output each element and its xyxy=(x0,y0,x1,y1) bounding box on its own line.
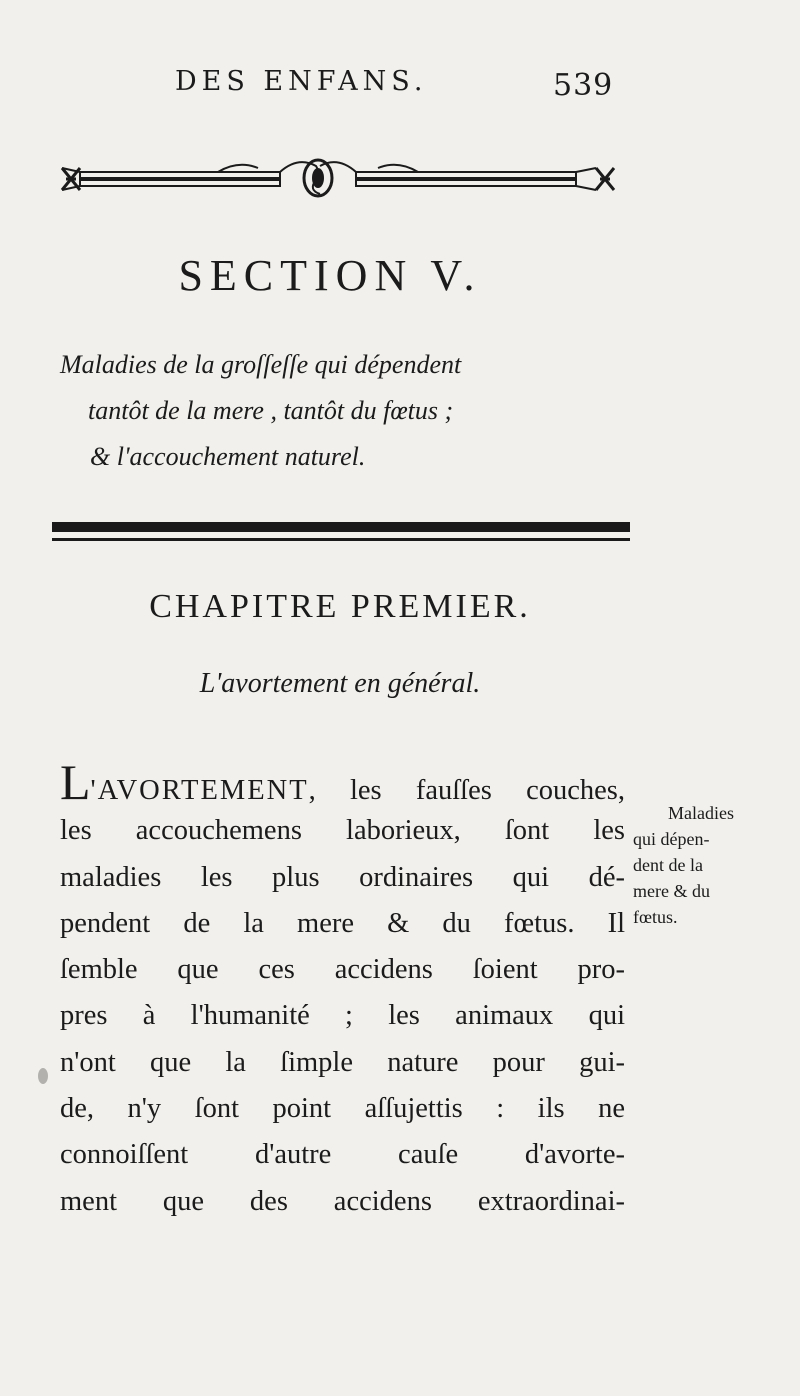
body-paragraph xyxy=(60,754,625,1225)
body-line: les accouchemens laborieux, ſont les xyxy=(60,815,625,847)
first-word: 'AVORTEMENT xyxy=(90,775,309,806)
body-line: maladies les plus ordinaires qui dé- xyxy=(60,861,625,893)
body-line: n'ont que la ſimple nature pour gui- xyxy=(60,1046,625,1078)
marginal-line: qui dépen- xyxy=(633,829,710,849)
first-line-rest: , les fauſſes couches, xyxy=(308,775,625,806)
chapter-subtitle: L'avortement en général. xyxy=(199,668,481,699)
marginal-line: Maladies xyxy=(668,803,734,823)
marginal-line: dent de la xyxy=(633,855,703,875)
ornament-headpiece xyxy=(58,150,618,212)
marginal-line: fœtus. xyxy=(633,907,678,927)
body-line: de, n'y ſont point aſſujettis : ils ne xyxy=(60,1093,625,1125)
drop-cap: L xyxy=(60,754,91,810)
page-number: 539 xyxy=(553,68,614,103)
body-line: pres à l'humanité ; les animaux qui xyxy=(60,1000,625,1032)
running-head: DES ENFANS. xyxy=(175,66,428,97)
body-line: pendent de la mere & du fœtus. Il xyxy=(60,907,625,939)
marginal-line: mere & du xyxy=(633,881,710,901)
marginal-note xyxy=(633,800,773,930)
body-line: connoiſſent d'autre cauſe d'avorte- xyxy=(60,1139,625,1171)
chapter-title: CHAPITRE PREMIER. xyxy=(149,588,531,625)
rule-thick xyxy=(52,522,630,532)
rule-thin xyxy=(52,538,630,541)
section-subtitle-line: tantôt de la mere , tantôt du fœtus ; xyxy=(88,396,454,425)
section-title: SECTION V. xyxy=(178,251,482,300)
ink-spot xyxy=(38,1068,48,1084)
section-subtitle-line: & l'accouchement naturel. xyxy=(90,442,366,471)
body-line: ſemble que ces accidens ſoient pro- xyxy=(60,954,625,986)
section-subtitle xyxy=(50,342,630,480)
body-line-first xyxy=(60,754,625,810)
body-line: ment que des accidens extraordinai- xyxy=(60,1185,625,1217)
section-subtitle-line: Maladies de la groſſeſſe qui dépendent xyxy=(60,350,462,379)
double-rule-divider xyxy=(52,522,630,546)
